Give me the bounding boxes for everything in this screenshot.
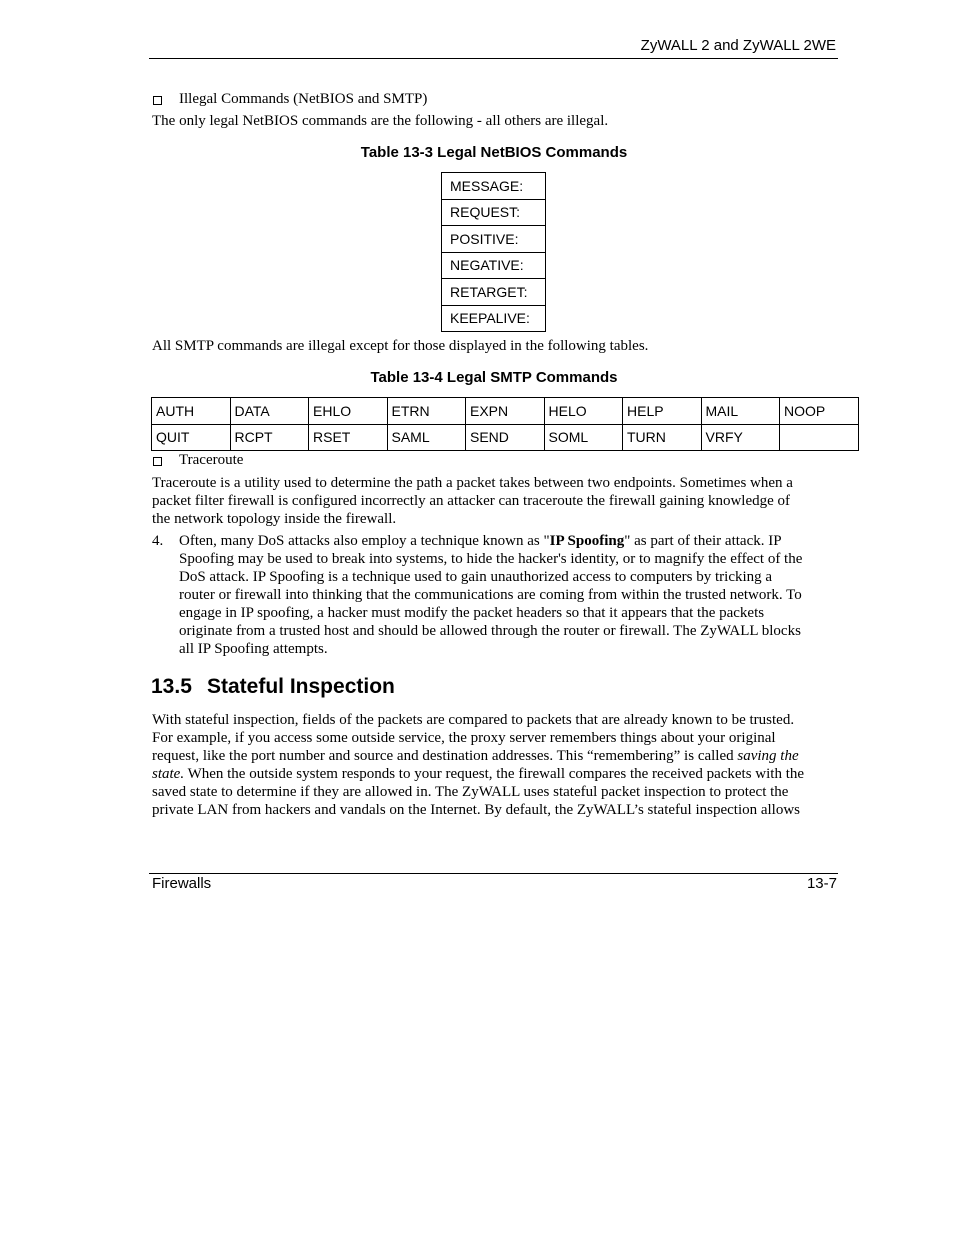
table-cell: SOML (544, 424, 623, 451)
footer-chapter: Firewalls (152, 875, 212, 892)
table-13-3-caption: Table 13-3 Legal NetBIOS Commands (360, 144, 628, 161)
text-line: Spoofing may be used to break into systems, to hide the hacker's identity, or to magnify the effect of the (179, 551, 803, 567)
table-row (442, 252, 546, 279)
text-run: When the outside system responds to your request, the firewall compares the received packets with the (184, 766, 805, 782)
table-cell: EXPN (466, 398, 545, 425)
traceroute-paragraph (152, 474, 840, 528)
table-cell: MAIL (701, 398, 780, 425)
text-run: Often, many DoS attacks also employ a technique known as " (179, 533, 550, 549)
text-line: saved state to determine if they are allowed in. The ZyWALL uses stateful packet inspection to protect the (152, 784, 789, 800)
footer-rule (149, 873, 838, 874)
text-line: all IP Spoofing attempts. (179, 641, 328, 657)
text-line: With stateful inspection, fields of the packets are compared to packets that are already known to be trusted. (152, 712, 795, 728)
italic-term: saving the (737, 748, 799, 764)
table-cell: NOOP (780, 398, 859, 425)
text-line: engage in IP spoofing, a hacker must modify the packet headers so that it appears that the packets (179, 605, 765, 621)
item-number: 4. (152, 533, 164, 549)
table-cell: DATA (230, 398, 309, 425)
text-line: private LAN from hackers and vandals on the Internet. By default, the ZyWALL’s stateful inspection allows (152, 802, 801, 818)
text-line: DoS attack. IP Spoofing is a technique used to gain unauthorized access to computers by tricking a (179, 569, 773, 585)
table-row (442, 305, 546, 332)
checkbox-bullet-icon (153, 96, 162, 105)
table-cell: RETARGET: (442, 279, 546, 306)
table-row (442, 279, 546, 306)
table-cell: MESSAGE: (442, 173, 546, 200)
bullet-label: Illegal Commands (NetBIOS and SMTP) (179, 91, 428, 107)
table-cell: SAML (387, 424, 466, 451)
table-row (442, 226, 546, 253)
header-rule (149, 58, 838, 59)
text-line: packet filter firewall is configured incorrectly an attacker can traceroute the firewall gaining knowledge of (152, 493, 791, 509)
table-cell: POSITIVE: (442, 226, 546, 253)
table-cell: QUIT (152, 424, 231, 451)
text-run: " as part of their attack. IP (624, 533, 782, 549)
text-line: the network topology inside the firewall. (152, 511, 397, 527)
table-row (152, 398, 859, 425)
text-line: originate from a trusted host and should be allowed through the router or firewall. The ZyWALL blocks (179, 623, 801, 639)
table-cell: HELP (623, 398, 702, 425)
netbios-commands-table (441, 172, 546, 332)
table-row (152, 424, 859, 451)
running-header: ZyWALL 2 and ZyWALL 2WE (640, 37, 836, 54)
text-line (152, 765, 840, 783)
stateful-inspection-paragraph (152, 711, 840, 819)
table-cell: RCPT (230, 424, 309, 451)
text-run: request, like the port number and source and destination addresses. This “remembering” is called (152, 748, 738, 764)
table-cell: RSET (309, 424, 388, 451)
netbios-intro: The only legal NetBIOS commands are the following - all others are illegal. (152, 113, 609, 129)
bold-term: IP Spoofing (549, 533, 625, 549)
smtp-commands-table (151, 397, 859, 451)
table-cell (780, 424, 859, 451)
table-cell: VRFY (701, 424, 780, 451)
table-cell: SEND (466, 424, 545, 451)
table-cell: ETRN (387, 398, 466, 425)
section-title: Stateful Inspection (207, 675, 395, 698)
table-cell: HELO (544, 398, 623, 425)
ip-spoofing-paragraph (179, 532, 839, 658)
table-13-4-caption: Table 13-4 Legal SMTP Commands (370, 369, 618, 386)
text-line: Traceroute is a utility used to determine the path a packet takes between two endpoints. Sometimes when a (152, 475, 793, 491)
table-cell: TURN (623, 424, 702, 451)
text-line: For example, if you access some outside service, the proxy server remembers things about your original (152, 730, 776, 746)
footer-page-number: 13-7 (806, 875, 837, 892)
text-line (179, 532, 839, 550)
section-heading (151, 675, 395, 699)
smtp-intro: All SMTP commands are illegal except for those displayed in the following tables. (152, 338, 649, 354)
table-cell: REQUEST: (442, 199, 546, 226)
italic-term: state. (152, 766, 185, 782)
table-cell: AUTH (152, 398, 231, 425)
checkbox-bullet-icon (153, 457, 162, 466)
table-row (442, 173, 546, 200)
section-number: 13.5 (151, 675, 192, 698)
text-line (152, 747, 840, 765)
table-cell: KEEPALIVE: (442, 305, 546, 332)
bullet-label: Traceroute (179, 452, 244, 468)
text-line: router or firewall into thinking that the communications are coming from within the trusted network. To (179, 587, 802, 603)
table-cell: EHLO (309, 398, 388, 425)
table-cell: NEGATIVE: (442, 252, 546, 279)
table-row (442, 199, 546, 226)
